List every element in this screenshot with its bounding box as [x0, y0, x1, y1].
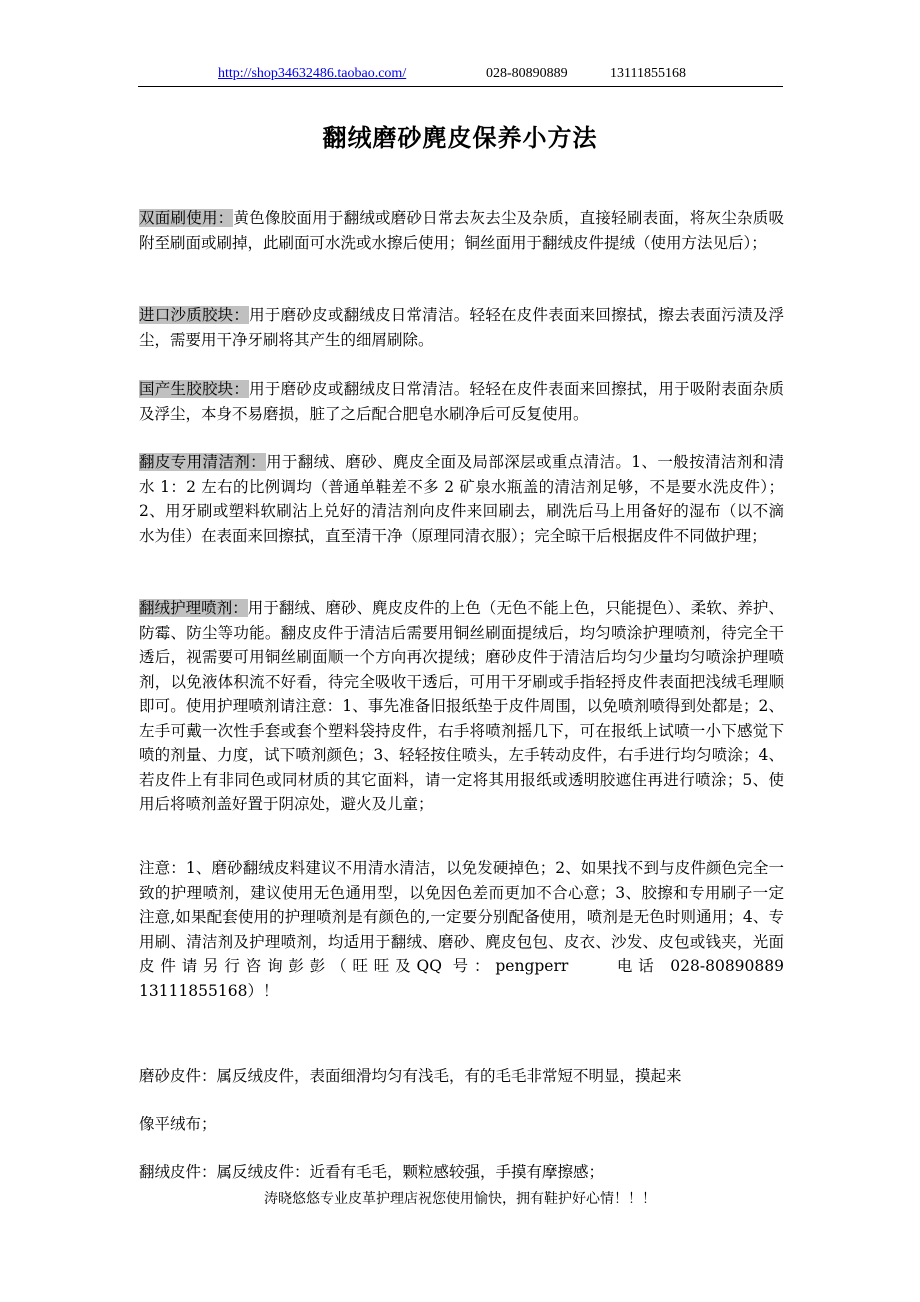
section-label: 双面刷使用： [139, 209, 234, 227]
section-label: 翻绒护理喷剂： [139, 599, 248, 617]
section-label: 国产生胶胶块： [139, 380, 250, 398]
notes-paragraph: 注意：1、磨砂翻绒皮料建议不用清水清洁，以免发硬掉色；2、如果找不到与皮件颜色完全一致的护理喷剂，建议使用无色通用型，以免因色差而更加不合心意；3、胶擦和专用刷子一定注意,如果配套使用的护理喷剂是有颜色的,一定要分别配备使用，喷剂是无色时则通用；4、专用刷、清洁剂及护理喷剂，均适用于翻绒、磨砂、麂皮包包、皮衣、沙发、皮包或钱夹，光面皮件请另行咨询彭彭（旺旺及QQ 号：pengperr 电话 028-80890889 13111855168）！ [139, 859, 816, 1000]
section-label: 翻皮专用清洁剂： [139, 453, 267, 471]
page-header [138, 66, 783, 87]
section-text: 黄色像胶面用于翻绒或磨砂日常去灰去尘及杂质，直接轻刷表面，将灰尘杂质吸附至刷面或刷掉，此刷面可水洗或水擦后使用；铜丝面用于翻绒皮件提绒（使用方法见后）； [139, 209, 784, 252]
section-text: 用于磨砂皮或翻绒皮日常清洁。轻轻在皮件表面来回擦拭，擦去表面污渍及浮尘，需要用干净牙刷将其产生的细屑刷除。 [139, 306, 784, 349]
section-cleaner [139, 450, 784, 548]
section-text: 用于翻绒、磨砂、麂皮皮件的上色（无色不能上色，只能提色）、柔软、养护、防霉、防尘等功能。翻皮皮件于清洁后需要用铜丝刷面提绒后，均匀喷涂护理喷剂，待完全干透后，视需要可用铜丝刷面顺一个方向再次提绒；磨砂皮件于清洁后均匀少量均匀喷涂护理喷剂，以免液体积流不好看，待完全吸收干透后，可用干牙刷或手指轻捋皮件表面把浅绒毛理顺即可。使用护理喷剂请注意：1、事先准备旧报纸垫于皮件周围，以免喷剂喷得到处都是；2、左手可戴一次性手套或套个塑料袋持皮件，右手将喷剂摇几下，可在报纸上试喷一小下感觉下喷的剂量、力度，试下喷剂颜色；3、轻轻按住喷头，左手转动皮件，右手进行均匀喷涂；4、若皮件上有非同色或同材质的其它面料，请一定将其用报纸或透明胶遮住再进行喷涂；5、使用后将喷剂盖好置于阴凉处，避火及儿童； [139, 599, 784, 813]
phone-number: 028-80890889 [486, 66, 568, 81]
nubuck-description: 翻绒皮件：属反绒皮件：近看有毛毛，颗粒感较强，手摸有摩擦感； [139, 1163, 605, 1181]
mobile-number: 13111855168 [610, 66, 686, 81]
section-text: 用于磨砂皮或翻绒皮日常清洁。轻轻在皮件表面来回擦拭，用于吸附表面杂质及浮尘，本身不易磨损，脏了之后配合肥皂水刷净后可反复使用。 [139, 380, 784, 423]
shop-link[interactable]: http://shop34632486.taobao.com/ [218, 66, 407, 81]
page-title: 翻绒磨砂麂皮保养小方法 [322, 124, 598, 152]
section-double-brush [139, 206, 784, 255]
suede-description-line1: 磨砂皮件：属反绒皮件，表面细滑均匀有浅毛，有的毛毛非常短不明显，摸起来 [139, 1067, 682, 1085]
footer-message: 涛晓悠悠专业皮革护理店祝您使用愉快，拥有鞋护好心情！！！ [264, 1191, 656, 1207]
section-label: 进口沙质胶块： [139, 306, 250, 324]
section-text: 用于翻绒、磨砂、麂皮全面及局部深层或重点清洁。1、一般按清洁剂和清水 1：2 左右的比例调均（普通单鞋差不多 2 矿泉水瓶盖的清洁剂足够，不是要水洗皮件）；2、用牙刷或塑料软刷沾上兑好的清洁剂向皮件来回刷去，刷洗后马上用备好的湿布（以不滴水为佳）在表面来回擦拭，直至清干净（原理同清衣服）；完全晾干后根据皮件不同做护理； [139, 453, 784, 545]
section-care-spray [139, 596, 784, 817]
suede-description-line2: 像平绒布； [139, 1115, 217, 1133]
section-imported-sand-block [139, 303, 784, 352]
section-domestic-rubber-block [139, 377, 784, 426]
